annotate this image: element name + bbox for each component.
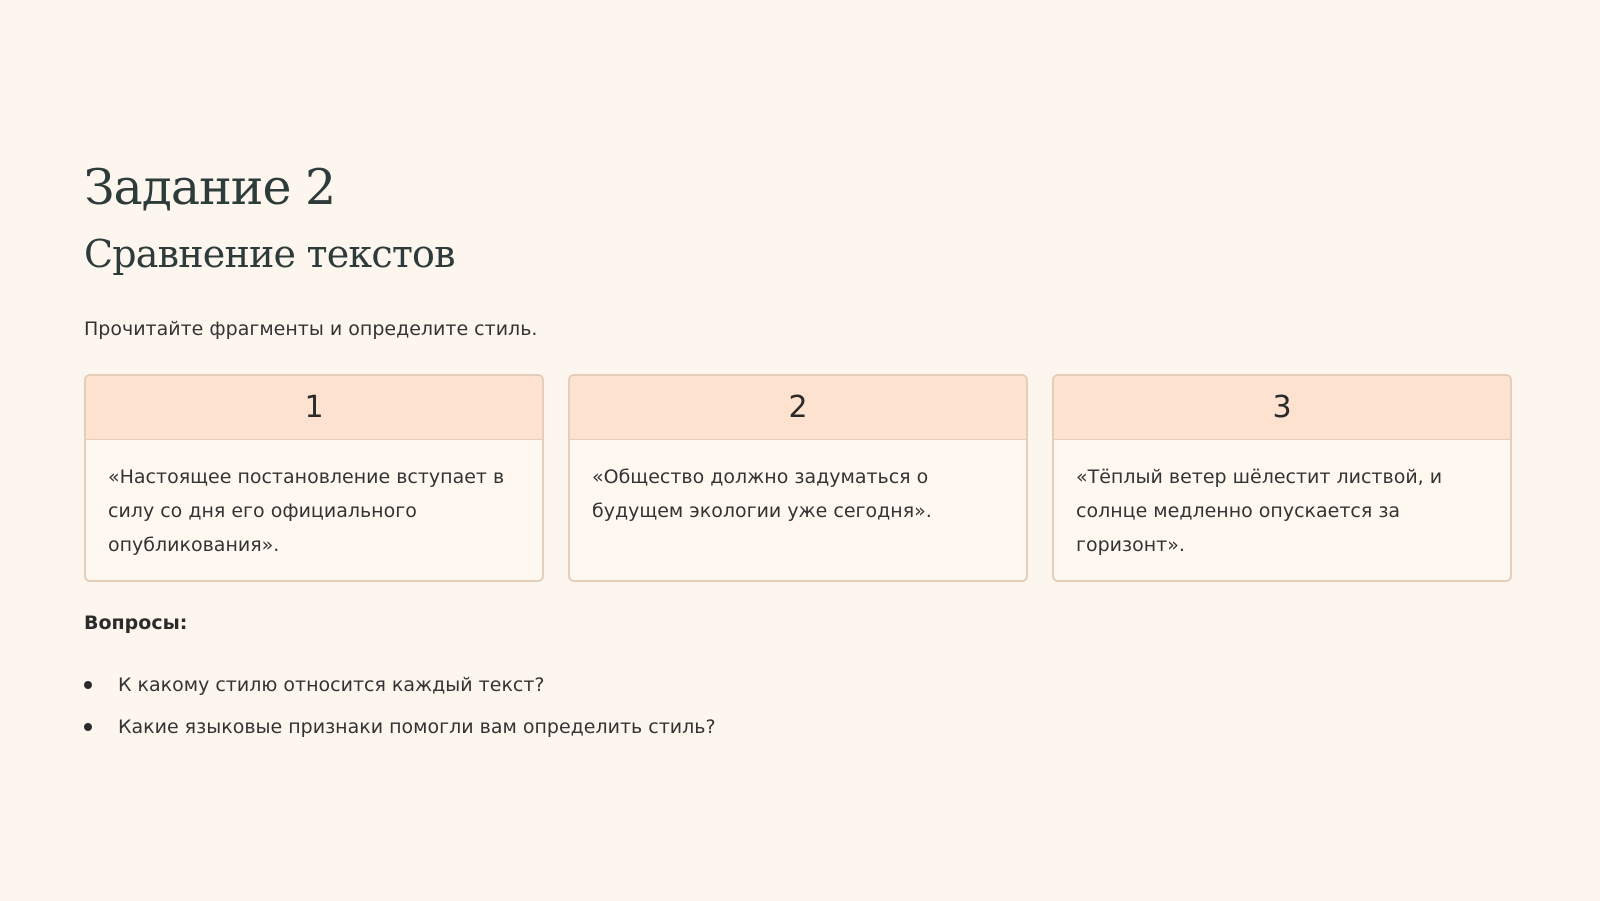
- card-text: «Тёплый ветер шёлестит листвой, и солнце медленно опускается за горизонт».: [1076, 466, 1443, 556]
- text-card-1: [84, 374, 544, 582]
- bullet-icon: [84, 681, 92, 689]
- bullet-icon: [84, 723, 92, 731]
- card-text: «Общество должно задуматься о будущем экологии уже сегодня».: [592, 466, 932, 522]
- card-number: 1: [86, 376, 542, 440]
- question-text: Какие языковые признаки помогли вам определить стиль?: [118, 716, 716, 738]
- text-card-2: [568, 374, 1028, 582]
- text-cards: [84, 374, 1516, 586]
- questions-heading: Вопросы:: [84, 612, 188, 634]
- card-text: «Настоящее постановление вступает в силу со дня его официального опубликования».: [108, 466, 505, 556]
- page-subtitle: Сравнение текстов: [84, 232, 455, 276]
- card-number: 3: [1054, 376, 1510, 440]
- text-card-3: [1052, 374, 1512, 582]
- slide: [84, 0, 1516, 901]
- card-number: 2: [570, 376, 1026, 440]
- question-item: [84, 706, 716, 748]
- page-title: Задание 2: [84, 159, 336, 216]
- instruction-text: Прочитайте фрагменты и определите стиль.: [84, 318, 538, 340]
- question-list: [84, 664, 716, 748]
- question-text: К какому стилю относится каждый текст?: [118, 674, 545, 696]
- question-item: [84, 664, 716, 706]
